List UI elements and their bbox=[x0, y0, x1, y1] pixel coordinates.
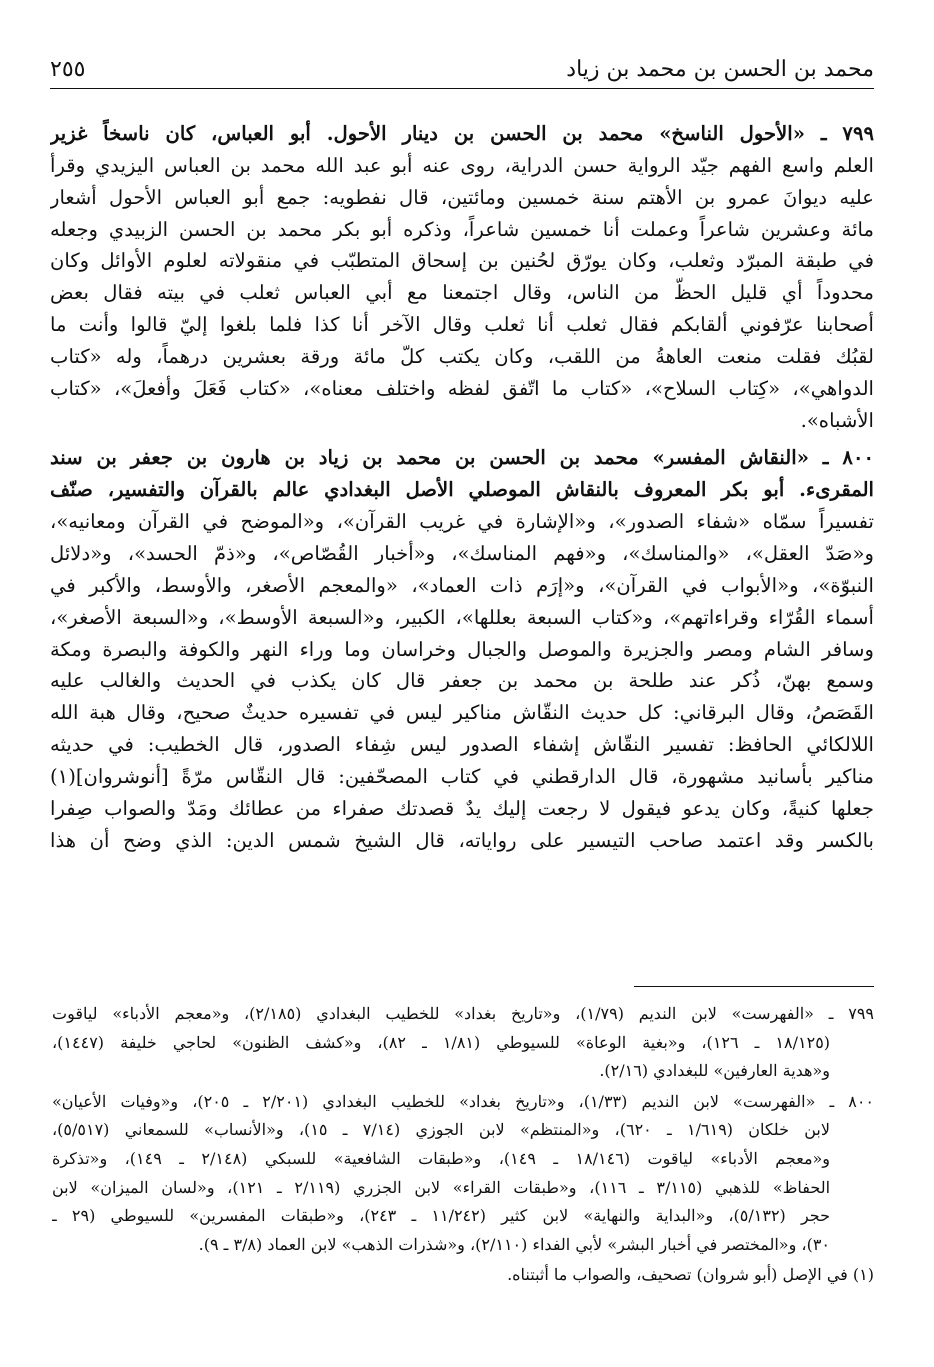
text-line: لقبُك فقلت منعت العاهةُ من اللقب، وكان يكتب كلّ مائة ورقة بعشرين درهماً، وله «كتاب bbox=[50, 344, 874, 368]
footnotes bbox=[52, 1000, 874, 1292]
text-line: بالكسر وقد اعتمد صاحب التيسير على رواياته، قال الشيخ شمس الدين: الذي وضح أن هذا bbox=[50, 828, 874, 852]
text-line: مناكير بأسانيد مشهورة، قال الدارقطني في كتاب المصحّفين: قال النقّاس مرّةً [أنوشروان](١) bbox=[50, 764, 874, 788]
footnote-line: لابن خلكان (١/٦١٩ ـ ٦٢٠)، و«المنتظم» لابن الجوزي (٧/١٤ ـ ١٥)، و«الأنساب» للسمعاني (٥/٥١٧)، bbox=[52, 1120, 831, 1140]
text-line: النبوّة»، و«الأبواب في القرآن»، و«إرَم ذات العماد»، «والمعجم الأصغر، والأوسط، والأكبر في bbox=[50, 573, 874, 597]
text-line: أسماء القُرّاء وقراءاتهم»، و«كتاب السبعة بعللها»، الكبير، و«السبعة الأوسط»، و«السبعة الأصغر»، bbox=[50, 605, 874, 629]
page-header bbox=[50, 50, 874, 89]
text-line: القَصَصُ، وقال البرقاني: كل حديث النقّاش مناكير ليس في تفسيره حديثٌ صحيح، وقال هبة الله bbox=[50, 701, 874, 725]
text-line: محدوداً أي قليل الحظّ من الناس، وقال اجتمعنا مع أبي العباس ثعلب في بيته فقال بعض bbox=[50, 281, 874, 305]
text-line: جعلها كنيةً، وكان يدعو فيقول لا رجعت إليك يدٌ قصدتك صفراء من عطائك ومَدّ والصواب صِفرا bbox=[50, 796, 874, 820]
footnote-line: و«هدية العارفين» للبغدادي (٢/١٦). bbox=[599, 1061, 830, 1081]
text-line: وسافر الشام ومصر والجزيرة والموصل والجبال وخراسان وما وراء النهر والكوفة والبصرة ومكة bbox=[50, 637, 874, 661]
text-line: وسمع بهنّ، ذُكر عند طلحة بن محمد بن جعفر قال كان يكذب في الحديث والغالب عليه bbox=[50, 669, 874, 693]
text-line: المقرىء. أبو بكر المعروف بالنقاش الموصلي الأصل البغدادي عالم بالقرآن والتفسير، صنّف bbox=[50, 478, 874, 502]
footnote-1 bbox=[52, 1261, 874, 1290]
footnote-line: الحفاظ» للذهبي (٣/١١٥ ـ ١١٦)، و«طبقات القراء» لابن الجزري (٢/١١٩ ـ ١٢١)، و«لسان الميزان» لابن bbox=[52, 1177, 831, 1197]
text-line: اللالكائي الحافظ: تفسير النقّاش إشفاء الصدور ليس شِفاء الصدور، قال الخطيب: في حديثه bbox=[50, 733, 874, 757]
text-line: عليه ديوانَ عمرو بن الأهتم سنة خمسين ومائتين، قال نفطويه: جمع أبو العباس الأحول أشعار bbox=[50, 185, 874, 209]
footnote-line: و«معجم الأدباء» لياقوت (١٨/١٤٦ ـ ١٤٩)، و«طبقات الشافعية» للسبكي (٢/١٤٨ ـ ١٤٩)، و«تذكرة bbox=[52, 1148, 831, 1168]
footnote-line: (١٨/١٢٥ ـ ١٢٦)، و«بغية الوعاة» للسيوطي (١/٨١ ـ ٨٢)، و«كشف الظنون» لحاجي خليفة (١٤٤٧)، bbox=[52, 1032, 831, 1052]
text-line: أصحابنا عرّفوني ألقابكم فقال ثعلب أنا ثعلب وقال الآخر أنا كذا فلما بلغوا إليّ قالوا وأنت ما bbox=[50, 313, 874, 337]
text-line: ٨٠٠ ـ «النقاش المفسر» محمد بن الحسن بن محمد بن زياد بن هارون بن جعفر بن سند bbox=[50, 446, 874, 470]
text-line: ٧٩٩ ـ «الأحول الناسخ» محمد بن الحسن بن دينار الأحول. أبو العباس، كان ناسخاً غزير bbox=[50, 122, 874, 145]
text-line: و«صَدّ العقل»، «والمناسك»، و«فهم المناسك»، و«أخبار القُصّاص»، و«ذمّ الحسد»، و«دلائل bbox=[50, 541, 874, 565]
entry-800 bbox=[50, 442, 874, 856]
text-line: في طبقة المبرّد وثعلب، وكان يورّق لحُنين بن إسحاق المتطبّب في منقولاته لعلوم الأوائل وكان bbox=[50, 249, 874, 273]
main-text bbox=[50, 118, 874, 856]
footnote-line: (١) في الإصل (أبو شروان) تصحيف، والصواب ما أثبتناه. bbox=[507, 1265, 874, 1285]
running-title: محمد بن الحسن بن محمد بن زياد bbox=[566, 57, 874, 82]
text-line: مائة وعشرين شاعراً وعملت أنا خمسين شاعراً، وذكره أبو بكر محمد بن الحسن الزبيدي وجعله bbox=[50, 217, 874, 241]
page-number: ٢٥٥ bbox=[50, 57, 86, 82]
text-line: الأشباه». bbox=[800, 408, 874, 432]
footnote-799 bbox=[52, 1000, 874, 1086]
text-line: الدواهي»، «كِتاب السلاح»، «كتاب ما اتّفق لفظه واختلف معناه»، «كتاب فَعَلَ وأفعلَ»، «كتاب bbox=[50, 376, 874, 400]
footnote-divider bbox=[634, 986, 874, 987]
entry-799 bbox=[50, 118, 874, 436]
footnote-line: ٨٠٠ ـ «الفهرست» لابن النديم (١/٣٣)، و«تاريخ بغداد» للخطيب البغدادي (٢/٢٠١ ـ ٢٠٥)، و«وفيات الأعيان» bbox=[52, 1091, 874, 1111]
text-line: العلم واسع الفهم جيّد الرواية حسن الدراية، روى عنه أبو عبد الله محمد بن العباس اليزيدي وقرأ bbox=[50, 153, 874, 177]
footnote-line: ٧٩٩ ـ «الفهرست» لابن النديم (١/٧٩)، و«تاريخ بغداد» للخطيب البغدادي (٢/١٨٥)، و«معجم الأدباء» لياقوت bbox=[52, 1004, 874, 1023]
footnote-line: حجر (٥/١٣٢)، و«البداية والنهاية» لابن كثير (١١/٢٤٢ ـ ٢٤٣)، و«طبقات المفسرين» للسيوطي (٢٩ ـ bbox=[52, 1206, 831, 1226]
footnote-800 bbox=[52, 1088, 874, 1260]
text-line: تفسيراً سمّاه «شفاء الصدور»، و«الإشارة في غريب القرآن»، و«الموضح في القرآن ومعانيه»، bbox=[50, 510, 874, 534]
footnote-line: ٣٠)، و«المختصر في أخبار البشر» لأبي الفداء (٢/١١٠)، و«شذرات الذهب» لابن العماد (٣/٨ ـ ٩). bbox=[198, 1234, 830, 1254]
